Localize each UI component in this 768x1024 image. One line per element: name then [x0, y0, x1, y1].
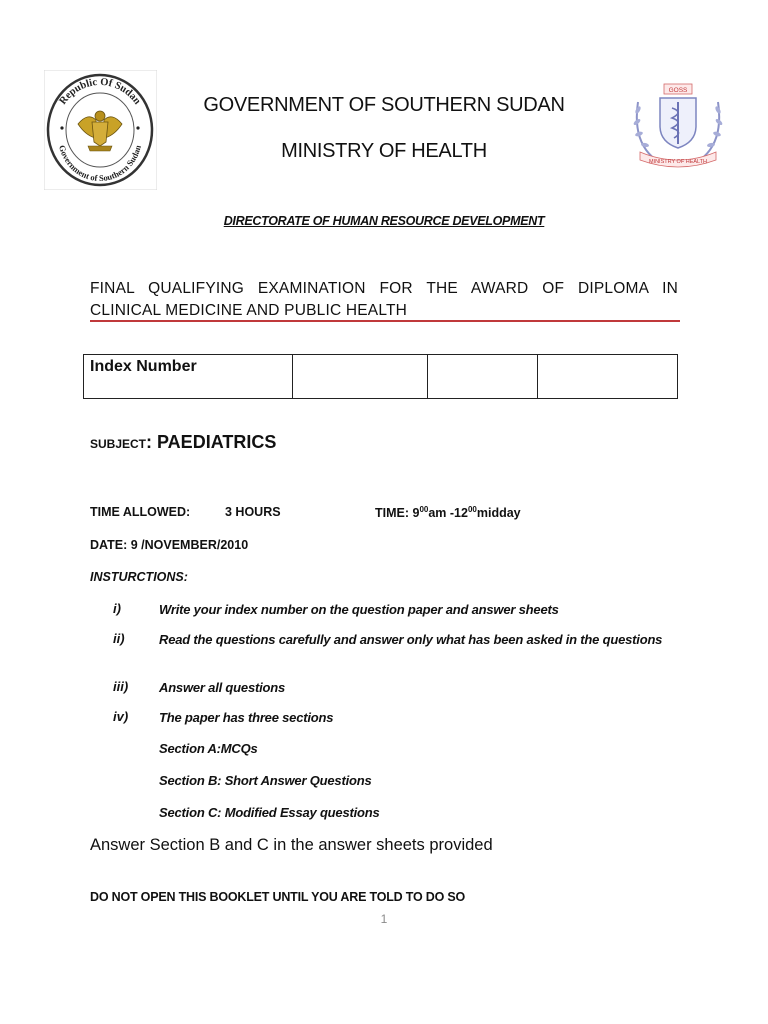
- section-item: Section A:MCQs: [159, 741, 258, 756]
- index-number-box-3[interactable]: [538, 355, 678, 399]
- time-allowed-label: TIME ALLOWED:: [90, 505, 191, 519]
- instruction-number: iv): [113, 709, 129, 724]
- exam-time: TIME: $9^{00}am$ $-12^{00}midday$: [375, 505, 521, 521]
- republic-of-sudan-seal: [44, 70, 157, 190]
- index-number-box-1[interactable]: [293, 355, 428, 399]
- directorate-heading: DIRECTORATE OF HUMAN RESOURCE DEVELOPMENT: [223, 214, 545, 228]
- instruction-number: iii): [113, 679, 129, 694]
- index-number-label: Index Number: [84, 355, 293, 399]
- instruction-text: Write your index number on the question paper and answer sheets: [159, 602, 559, 617]
- subject-label: SUBJECT: [90, 437, 147, 451]
- instruction-text: Read the questions carefully and answer only what has been asked in the questions: [159, 632, 663, 647]
- answer-note: Answer Section B and C in the answer sheets provided: [90, 836, 493, 854]
- instruction-number: ii): [113, 631, 125, 646]
- subject-colon: :: [146, 432, 153, 452]
- title-underline: [90, 320, 680, 322]
- instruction-number: i): [113, 601, 121, 616]
- subject-line: [90, 432, 276, 453]
- subject-value: PAEDIATRICS: [152, 432, 277, 452]
- svg-text:GOSS: GOSS: [668, 87, 688, 94]
- page-number: 1: [380, 912, 388, 926]
- booklet-warning: DO NOT OPEN THIS BOOKLET UNTIL YOU ARE TOLD TO DO SO: [90, 890, 466, 904]
- svg-text:Republic Of Sudan: Republic Of Sudan: [57, 76, 143, 107]
- time-allowed-value: 3 HOURS: [225, 505, 281, 519]
- exam-date: DATE: 9 /NOVEMBER/2010: [90, 538, 249, 552]
- section-item: Section C: Modified Essay questions: [159, 805, 380, 820]
- exam-title: FINAL QUALIFYING EXAMINATION FOR THE AWARD OF DIPLOMA IN CLINICAL MEDICINE AND PUBLIC HEALTH: [90, 280, 678, 319]
- section-item: Section B: Short Answer Questions: [159, 773, 372, 788]
- instruction-text: Answer all questions: [159, 680, 286, 695]
- index-number-table: [83, 354, 678, 399]
- government-title: GOVERNMENT OF SOUTHERN SUDAN: [203, 94, 565, 116]
- svg-text:MINISTRY OF HEALTH: MINISTRY OF HEALTH: [648, 159, 708, 165]
- instruction-text: The paper has three sections: [159, 710, 334, 725]
- instructions-heading: INSTURCTIONS:: [90, 570, 188, 584]
- index-number-box-2[interactable]: [428, 355, 538, 399]
- svg-text:Government of Southern Sudan: Government of Southern Sudan: [57, 143, 143, 184]
- ministry-title: MINISTRY OF HEALTH: [281, 140, 487, 162]
